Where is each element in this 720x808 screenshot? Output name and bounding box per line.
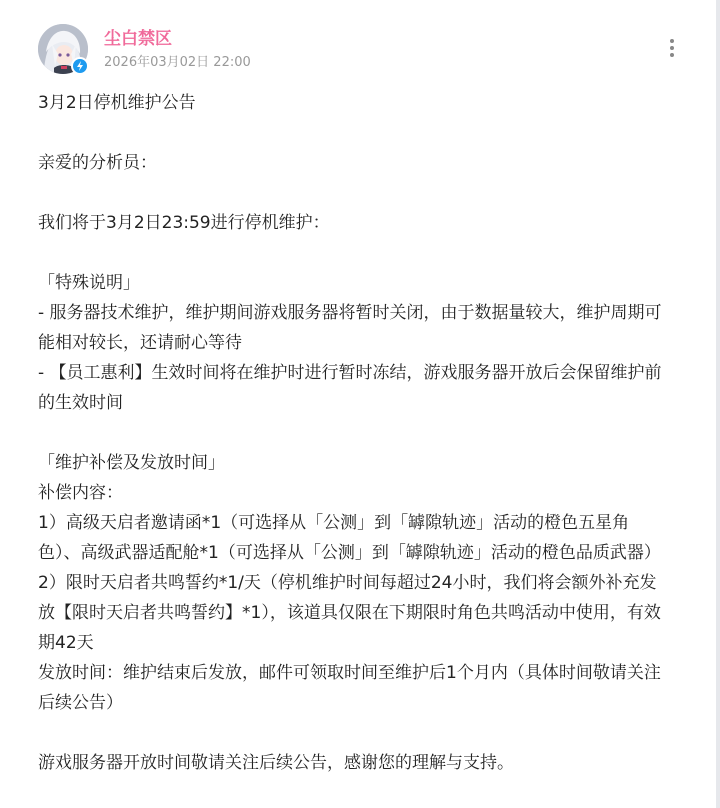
section-heading-special-notes: 「特殊说明」: [38, 273, 140, 293]
greeting: 亲爱的分析员：: [38, 153, 157, 173]
author-name[interactable]: 尘白禁区: [104, 29, 172, 49]
scrollbar-track[interactable]: [716, 0, 720, 808]
compensation-item: 2）限时天启者共鸣誓约*1/天（停机维护时间每超过24小时，我们将会额外补充发放【限时天启者共鸣誓约】*1），该道具仅限在下期限时角色共鸣活动中使用，有效期42天: [38, 573, 661, 653]
post-body: [38, 88, 670, 778]
more-vertical-icon[interactable]: [662, 36, 682, 62]
blank-line: [38, 118, 670, 148]
blank-line: [38, 718, 670, 748]
post-timestamp: 2026年03月02日 22:00: [104, 55, 251, 70]
blank-line: [38, 178, 670, 208]
closing-note: 游戏服务器开放时间敬请关注后续公告，感谢您的理解与支持。: [38, 753, 514, 773]
compensation-item: 1）高级天启者邀请函*1（可选择从「公测」到「罅隙轨迹」活动的橙色五星角色）、高级武器适配舱*1（可选择从「公测」到「罅隙轨迹」活动的橙色品质武器）: [38, 513, 661, 563]
blank-line: [38, 238, 670, 268]
special-note-item: - 【员工惠利】生效时间将在维护时进行暂时冻结，游戏服务器开放后会保留维护前的生效时间: [38, 363, 662, 413]
compensation-label: 补偿内容：: [38, 483, 123, 503]
distribution-time: 发放时间：维护结束后发放，邮件可领取时间至维护后1个月内（具体时间敬请关注后续公告）: [38, 663, 661, 713]
post-header: [38, 24, 680, 76]
section-heading-compensation: 「维护补偿及发放时间」: [38, 453, 225, 473]
blank-line: [38, 418, 670, 448]
post-title: 3月2日停机维护公告: [38, 93, 196, 113]
maintenance-time: 我们将于3月2日23:59进行停机维护：: [38, 213, 330, 233]
special-note-item: - 服务器技术维护，维护期间游戏服务器将暂时关闭，由于数据量较大，维护周期可能相对较长，还请耐心等待: [38, 303, 662, 353]
verified-lightning-icon: [71, 57, 89, 75]
